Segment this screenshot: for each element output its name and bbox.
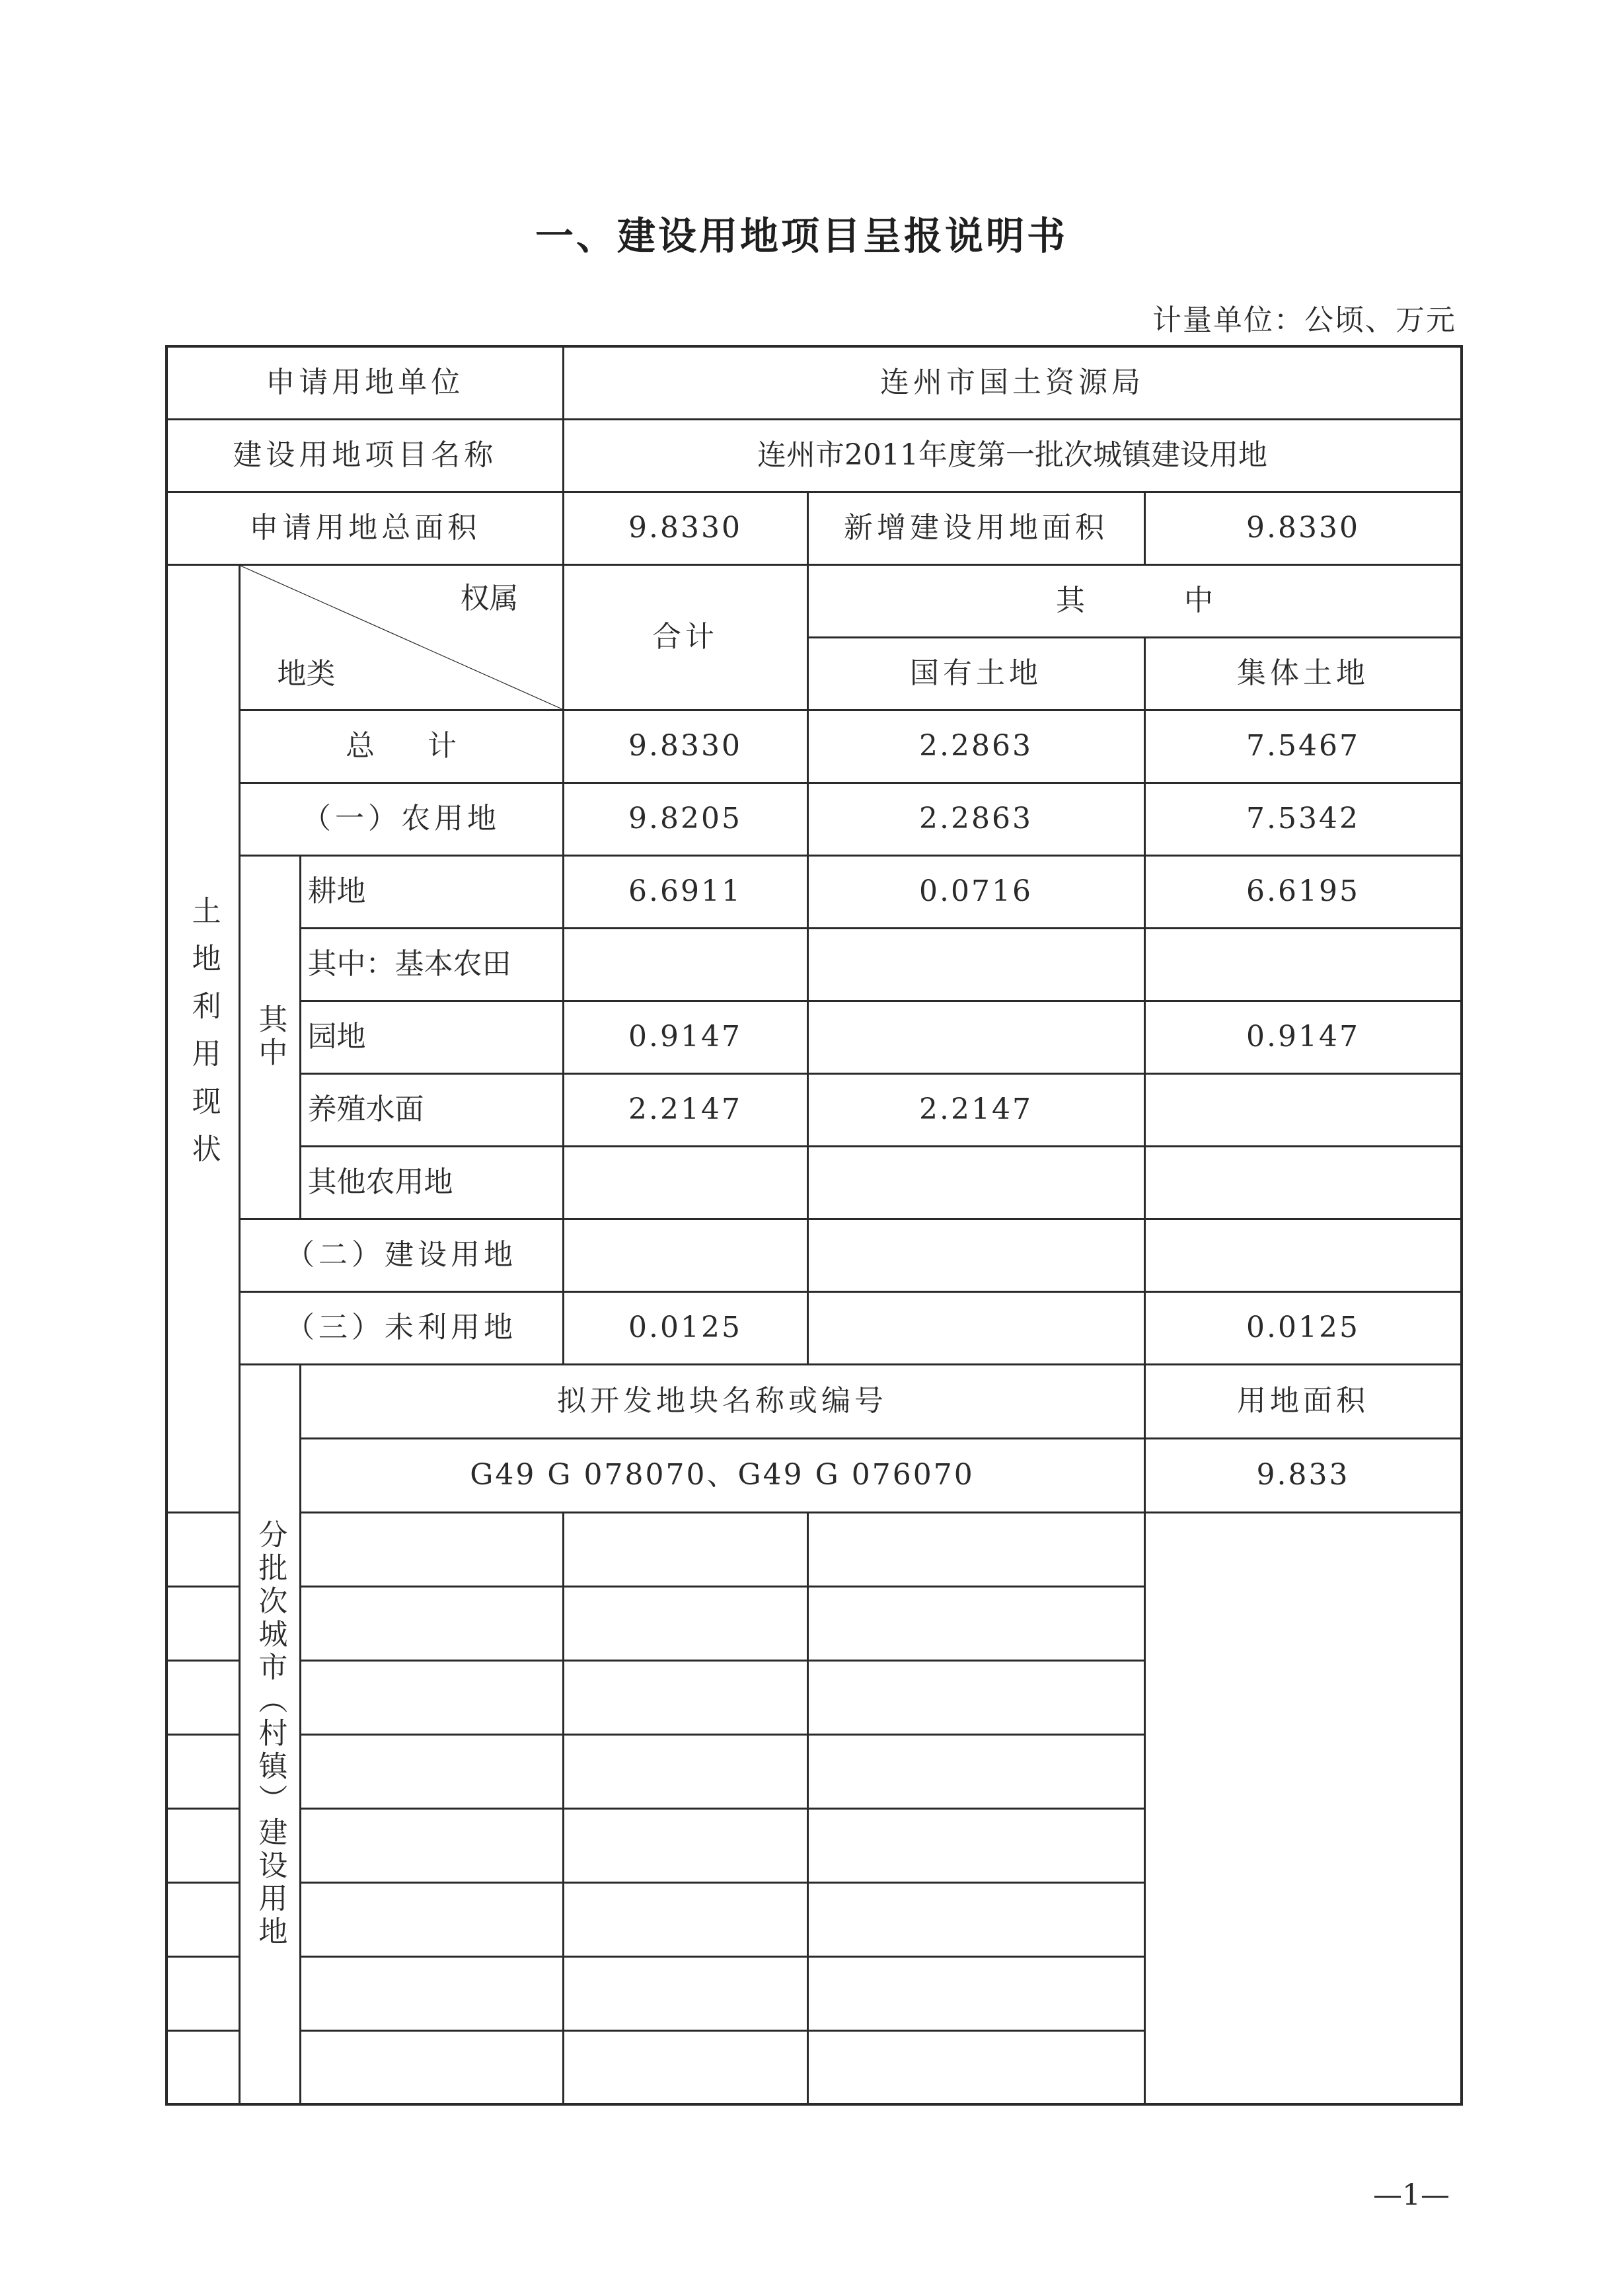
batch-row-empty [167, 1808, 1462, 1882]
diag-top-label: 权属 [460, 581, 519, 615]
col-group-header-a: 其 [1056, 583, 1086, 617]
batch-side-label: 分批次城市（村镇）建设用地 [239, 1364, 300, 2104]
land-row-state-value [807, 1146, 1144, 1219]
land-row-state-value [807, 928, 1144, 1001]
batch-row-empty [167, 1512, 1462, 1586]
land-row-label: 耕地 [300, 855, 563, 928]
land-row-collective-value: 0.0125 [1144, 1291, 1462, 1364]
land-row-label: 其中：基本农田 [300, 928, 563, 1001]
land-row-label [239, 710, 563, 783]
batch-row-empty [167, 1882, 1462, 1956]
land-row-total-value [563, 1219, 807, 1291]
land-row-label: （二）建设用地 [239, 1219, 563, 1291]
land-row-state-value: 2.2147 [807, 1073, 1144, 1146]
land-use-header-row-1 [167, 564, 1462, 637]
document-title: 一、建设用地项目呈报说明书 [535, 213, 1068, 258]
land-row-aquaculture [167, 1073, 1462, 1146]
report-form-table [165, 345, 1463, 2106]
row-area [167, 492, 1462, 564]
unit-note: 计量单位：公顷、万元 [1152, 303, 1456, 337]
col-group-header-b: 中 [1184, 583, 1214, 617]
land-row-state-value: 2.2863 [807, 783, 1144, 855]
project-label: 建设用地项目名称 [167, 419, 563, 492]
land-row-total [167, 710, 1462, 783]
land-row-label-a: 总 [346, 728, 375, 763]
new-area-value: 9.8330 [1144, 492, 1462, 564]
row-applicant [167, 346, 1462, 419]
land-use-side-label: 土地利用现状 [167, 564, 239, 1512]
land-row-state-value [807, 1291, 1144, 1364]
land-row-label: 养殖水面 [300, 1073, 563, 1146]
land-row-state-value: 2.2863 [807, 710, 1144, 783]
land-row-unused [167, 1291, 1462, 1364]
land-row-label: 其他农用地 [300, 1146, 563, 1219]
batch-row-empty [167, 1660, 1462, 1734]
land-row-agricultural [167, 783, 1462, 855]
land-row-total-value: 2.2147 [563, 1073, 807, 1146]
page-number: —1— [1373, 2178, 1450, 2212]
row-project [167, 419, 1462, 492]
land-row-total-value: 9.8330 [563, 710, 807, 783]
land-row-collective-value [1144, 1073, 1462, 1146]
land-row-construction [167, 1219, 1462, 1291]
land-row-collective-value [1144, 1219, 1462, 1291]
land-row-collective-value: 7.5467 [1144, 710, 1462, 783]
diagonal-header-cell [239, 564, 563, 710]
col-group-header [807, 564, 1462, 637]
col-collective-header: 集体土地 [1144, 637, 1462, 710]
land-row-cultivated [167, 855, 1462, 928]
land-row-collective-value: 7.5342 [1144, 783, 1462, 855]
land-row-collective-value [1144, 928, 1462, 1001]
total-area-value: 9.8330 [563, 492, 807, 564]
applicant-value: 连州市国土资源局 [563, 346, 1462, 419]
diag-bottom-label: 地类 [277, 656, 336, 691]
land-row-label: （三）未利用地 [239, 1291, 563, 1364]
col-plot-header: 拟开发地块名称或编号 [300, 1364, 1144, 1438]
land-row-total-value: 6.6911 [563, 855, 807, 928]
total-area-label: 申请用地总面积 [167, 492, 563, 564]
batch-header-row [167, 1364, 1462, 1438]
land-row-total-value [563, 1146, 807, 1219]
land-row-label-b: 计 [428, 728, 457, 763]
land-row-total-value: 9.8205 [563, 783, 807, 855]
land-row-garden [167, 1001, 1462, 1073]
new-area-label: 新增建设用地面积 [807, 492, 1144, 564]
land-row-other-agricultural [167, 1146, 1462, 1219]
col-state-header: 国有土地 [807, 637, 1144, 710]
col-total-header: 合计 [563, 564, 807, 710]
land-row-label: （一）农用地 [239, 783, 563, 855]
land-row-state-value [807, 1001, 1144, 1073]
batch-plot-value: G49 G 078070、G49 G 076070 [300, 1438, 1144, 1512]
batch-row-empty [167, 2030, 1462, 2104]
land-row-total-value [563, 928, 807, 1001]
batch-row-empty [167, 1956, 1462, 2030]
batch-row [167, 1438, 1462, 1512]
applicant-label: 申请用地单位 [167, 346, 563, 419]
land-row-total-value: 0.0125 [563, 1291, 807, 1364]
land-row-collective-value: 0.9147 [1144, 1001, 1462, 1073]
col-area-header: 用地面积 [1144, 1364, 1462, 1438]
land-row-collective-value [1144, 1146, 1462, 1219]
land-row-label: 园地 [300, 1001, 563, 1073]
project-value: 连州市2011年度第一批次城镇建设用地 [563, 419, 1462, 492]
land-row-collective-value: 6.6195 [1144, 855, 1462, 928]
batch-row-empty [167, 1734, 1462, 1808]
batch-area-value: 9.833 [1144, 1438, 1462, 1512]
land-row-total-value: 0.9147 [563, 1001, 807, 1073]
sub-items-label: 其中 [239, 855, 300, 1219]
land-row-state-value: 0.0716 [807, 855, 1144, 928]
land-row-state-value [807, 1219, 1144, 1291]
land-row-basic-farmland [167, 928, 1462, 1001]
batch-row-empty [167, 1586, 1462, 1660]
